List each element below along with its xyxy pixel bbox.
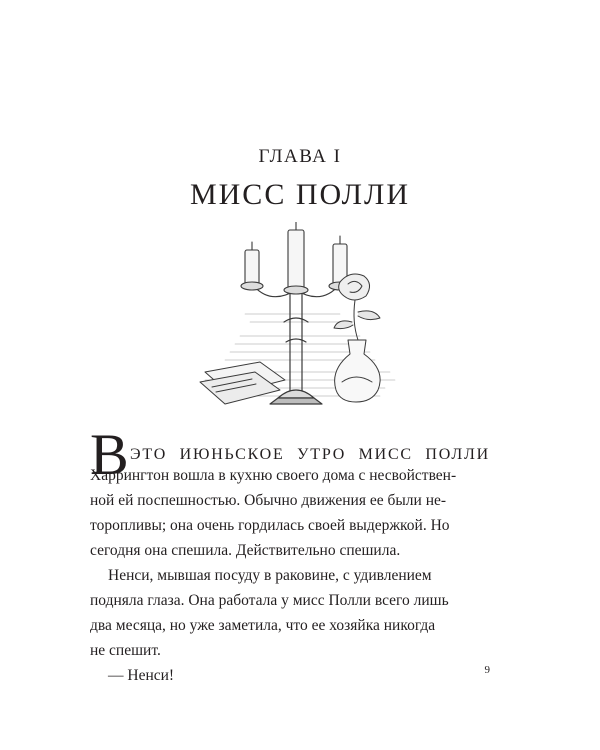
text-line: сегодня она спешила. Действительно спешила.: [90, 542, 401, 559]
candelabra-with-rose-and-letters-icon: [190, 222, 410, 414]
first-line-word: ИЮНЬСКОЕ: [179, 446, 285, 463]
chapter-title: МИСС ПОЛЛИ: [189, 178, 411, 211]
text-line: — Ненси!: [108, 667, 175, 684]
text-line: [130, 438, 480, 463]
text-line: два месяца, но уже заметила, что ее хозяйка никогда: [90, 617, 436, 634]
first-line-word: ПОЛЛИ: [425, 446, 490, 463]
first-line-word: МИСС: [358, 446, 413, 463]
dropcap: В: [90, 422, 129, 487]
page-number: 9: [484, 664, 490, 676]
text-line: торопливы; она очень гордилась своей выдержкой. Но: [90, 517, 450, 534]
text-line: Харрингтон вошла в кухню своего дома с несвойствен-: [90, 467, 457, 484]
text-line: Ненси, мывшая посуду в раковине, с удивлением: [108, 567, 432, 584]
text-line: не спешит.: [90, 642, 161, 659]
chapter-number: ГЛАВА I: [258, 146, 342, 167]
first-line-word: ЭТО: [130, 446, 168, 463]
text-line: ной ей поспешностью. Обычно движения ее были не-: [90, 492, 447, 509]
text-line: подняла глаза. Она работала у мисс Полли всего лишь: [90, 592, 449, 609]
body-text: [90, 438, 480, 688]
first-line-word: УТРО: [297, 446, 347, 463]
